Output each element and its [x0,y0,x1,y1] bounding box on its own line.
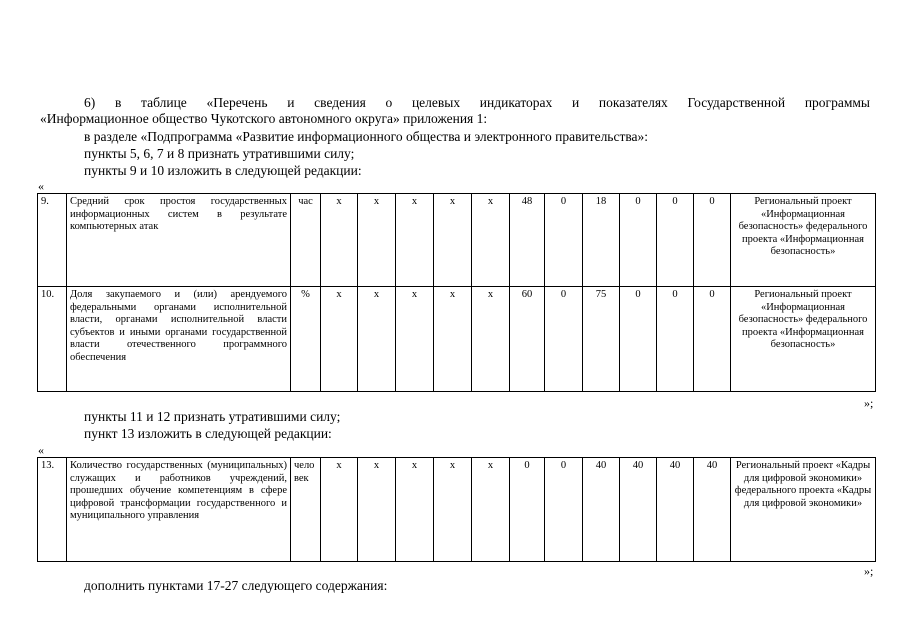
value-cell: 40 [583,458,620,562]
value-cell: 0 [620,194,657,287]
value-cell: 60 [510,287,545,392]
value-cell: 0 [620,287,657,392]
value-cell: х [321,458,358,562]
project-cell: Региональный проект «Информационная безопасность» федерального проекта «Информационная безопасность» [731,194,876,287]
value-cell: 0 [545,287,583,392]
unit-cell: чело век [291,458,321,562]
table-row [38,287,876,392]
value-cell: х [321,194,358,287]
value-cell: 18 [583,194,620,287]
value-cell: х [472,194,510,287]
item6-line1: 6) в таблице «Перечень и сведения о целевых индикаторах и показателях Государственной программы [84,95,870,110]
points-5-8-line: пункты 5, 6, 7 и 8 признать утратившими силу; [84,146,355,161]
value-cell: 40 [620,458,657,562]
unit-cell: час [291,194,321,287]
unit-cell: % [291,287,321,392]
value-cell: х [358,287,396,392]
row-number: 9. [38,194,67,287]
item6-line2: «Информационное общество Чукотского автономного округа» приложения 1: [40,111,488,126]
close-quote-2: »; [864,564,874,578]
points-17-27-line: дополнить пунктами 17-27 следующего содержания: [84,578,388,593]
value-cell: 48 [510,194,545,287]
section-line: в разделе «Подпрограмма «Развитие информационного общества и электронного правительства»: [84,129,649,144]
value-cell: х [358,194,396,287]
value-cell: х [396,458,434,562]
value-cell: 0 [694,287,731,392]
value-cell: 0 [694,194,731,287]
indicator-name: Количество государственных (муниципальных) служащих и работников учреждений, прошедших обучение компетенциям в сфере цифровой трансформации государственного и муниципального управления [67,458,291,562]
points-9-10-line: пункты 9 и 10 изложить в следующей редакции: [84,163,362,178]
value-cell: 0 [510,458,545,562]
point-13-line: пункт 13 изложить в следующей редакции: [84,426,332,441]
indicator-name: Доля закупаемого и (или) арендуемого федеральными органами исполнительной власти, органами исполнительной власти субъектов и иными органами государственной власти отечественного программного обеспечения [67,287,291,392]
value-cell: х [434,458,472,562]
indicators-table-2 [37,457,876,562]
value-cell: 0 [657,194,694,287]
close-quote-1: »; [864,396,874,410]
value-cell: х [358,458,396,562]
project-cell: Региональный проект «Информационная безопасность» федерального проекта «Информационная безопасность» [731,287,876,392]
value-cell: х [434,194,472,287]
value-cell: х [472,287,510,392]
intro-paragraph [40,95,870,127]
value-cell: 75 [583,287,620,392]
value-cell: х [472,458,510,562]
open-quote-1: « [38,179,44,193]
value-cell: х [396,194,434,287]
value-cell: х [396,287,434,392]
value-cell: 0 [545,194,583,287]
row-number: 10. [38,287,67,392]
project-cell: Региональный проект «Кадры для цифровой экономики» федерального проекта «Кадры для цифровой экономики» [731,458,876,562]
value-cell: х [434,287,472,392]
value-cell: х [321,287,358,392]
value-cell: 40 [694,458,731,562]
value-cell: 40 [657,458,694,562]
table-row [38,194,876,287]
indicators-table-1 [37,193,876,392]
indicator-name: Средний срок простоя государственных информационных систем в результате компьютерных атак [67,194,291,287]
value-cell: 0 [657,287,694,392]
open-quote-2: « [38,443,44,457]
points-11-12-line: пункты 11 и 12 признать утратившими силу; [84,409,341,424]
row-number: 13. [38,458,67,562]
value-cell: 0 [545,458,583,562]
table-row [38,458,876,562]
